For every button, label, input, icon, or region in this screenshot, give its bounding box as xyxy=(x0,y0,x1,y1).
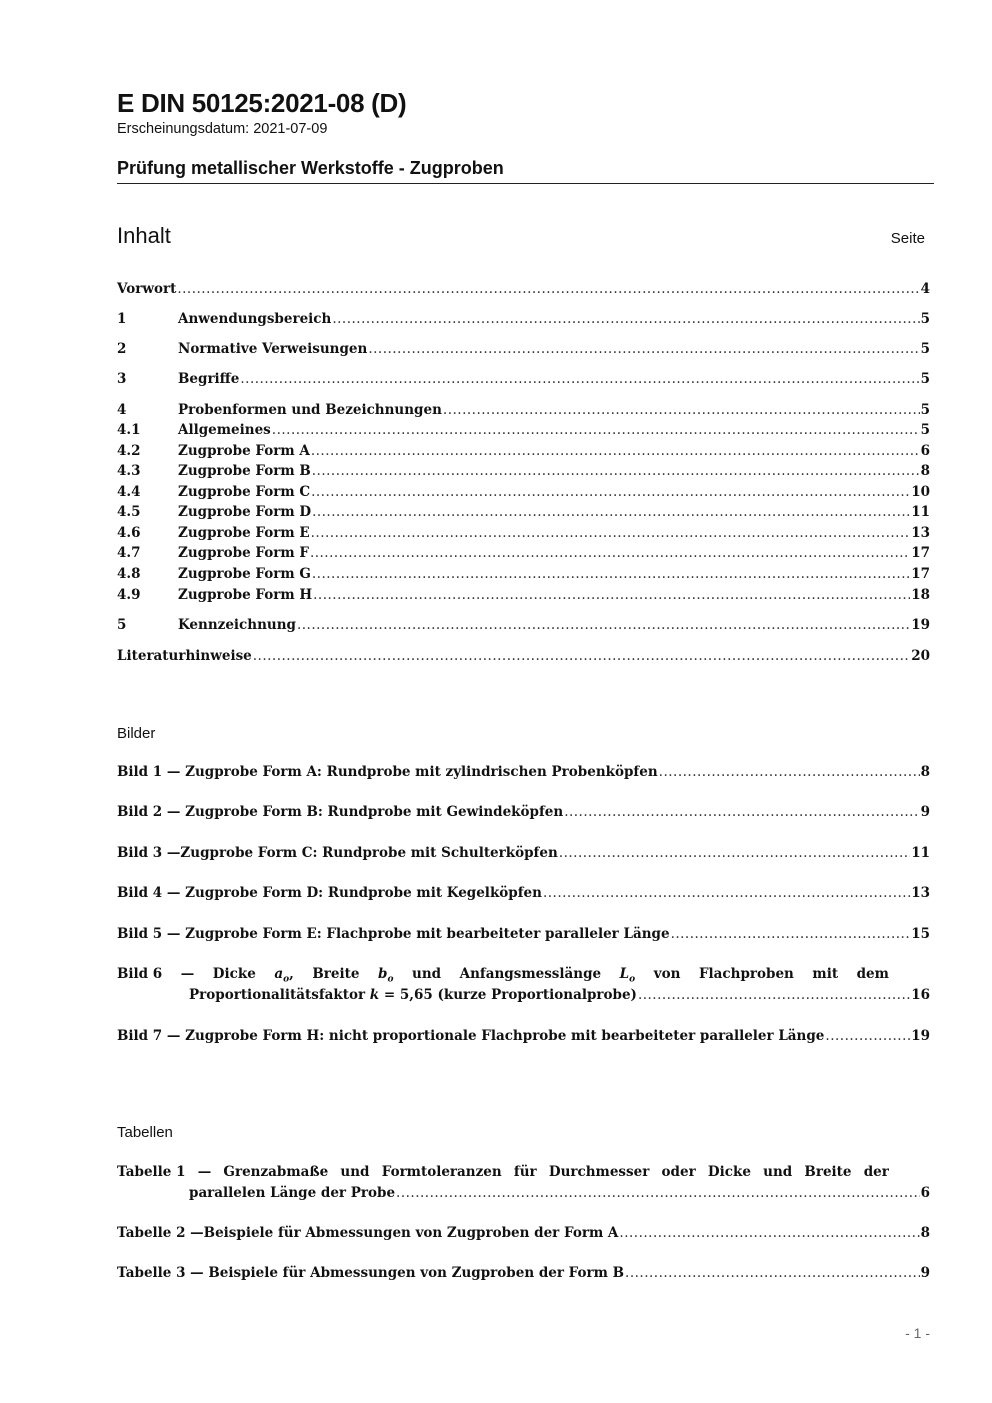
toc-entry-literaturhinweise[interactable]: Literaturhinweise ..... 20 xyxy=(117,648,930,668)
toc-entry-3[interactable]: 3 Begriffe ..... 5 xyxy=(117,371,930,391)
table-entry-1[interactable] xyxy=(117,1164,930,1205)
table-entry-3[interactable]: Tabelle 3 — Beispiele für Abmessungen von Zugproben der Form B ..... 9 xyxy=(117,1265,930,1285)
figure-entry-5[interactable]: Bild 5 — Zugprobe Form E: Flachprobe mit bearbeiteter paralleler Länge ..... 15 xyxy=(117,926,930,946)
toc-entry-4-7[interactable]: 4.7 Zugprobe Form F ..... 17 xyxy=(117,545,930,565)
toc-entry-4-9[interactable]: 4.9 Zugprobe Form H ..... 18 xyxy=(117,587,930,607)
toc-entry-5[interactable]: 5 Kennzeichnung ..... 19 xyxy=(117,617,930,637)
footer-page-number: - 1 - xyxy=(905,1325,930,1341)
document-title: Prüfung metallischer Werkstoffe - Zugproben xyxy=(117,158,504,178)
toc-entry-4[interactable]: 4 Probenformen und Bezeichnungen ..... 5 xyxy=(117,402,930,422)
toc-entry-2[interactable]: 2 Normative Verweisungen ..... 5 xyxy=(117,341,930,361)
figure-entry-3[interactable]: Bild 3 —Zugprobe Form C: Rundprobe mit Schulterköpfen ..... 11 xyxy=(117,845,930,865)
toc-entry-4-1[interactable]: 4.1 Allgemeines ..... 5 xyxy=(117,422,930,442)
publication-date: Erscheinungsdatum: 2021-07-09 xyxy=(117,121,328,137)
figure-entry-6-line-2: Proportionalitätsfaktor k = 5,65 (kurze Proportionalprobe) ..... 16 xyxy=(117,987,930,1007)
toc-entry-4-8[interactable]: 4.8 Zugprobe Form G ..... 17 xyxy=(117,566,930,586)
figure-entry-6-line-1: Bild 6 — Dicke $a_o$, Breite $b_o$ und Anfangsmesslänge $L_o$ von Flachproben mit dem xyxy=(117,966,889,985)
table-entry-1-line-1: Tabelle 1 — Grenzabmaße und Formtoleranzen für Durchmesser oder Dicke und Breite der xyxy=(117,1164,889,1180)
figures-heading: Bilder xyxy=(117,725,156,742)
toc-entry-4-3[interactable]: 4.3 Zugprobe Form B ..... 8 xyxy=(117,463,930,483)
figure-entry-7[interactable]: Bild 7 — Zugprobe Form H: nicht proportionale Flachprobe mit bearbeiteter paralleler Länge ..... 19 xyxy=(117,1028,930,1048)
toc-entry-1[interactable]: 1 Anwendungsbereich ..... 5 xyxy=(117,311,930,331)
toc-entry-4-6[interactable]: 4.6 Zugprobe Form E ..... 13 xyxy=(117,525,930,545)
table-entry-2[interactable]: Tabelle 2 —Beispiele für Abmessungen von Zugproben der Form A ..... 8 xyxy=(117,1225,930,1245)
figure-entry-4[interactable]: Bild 4 — Zugprobe Form D: Rundprobe mit Kegelköpfen ..... 13 xyxy=(117,885,930,905)
toc-entry-vorwort[interactable]: Vorwort ..... 4 xyxy=(117,281,930,301)
toc-entry-4-4[interactable]: 4.4 Zugprobe Form C ..... 10 xyxy=(117,484,930,504)
toc-entry-4-2[interactable]: 4.2 Zugprobe Form A ..... 6 xyxy=(117,443,930,463)
toc-entry-4-5[interactable]: 4.5 Zugprobe Form D ..... 11 xyxy=(117,504,930,524)
figure-entry-2[interactable]: Bild 2 — Zugprobe Form B: Rundprobe mit Gewindeköpfen ..... 9 xyxy=(117,804,930,824)
header-divider xyxy=(117,183,934,184)
tables-heading: Tabellen xyxy=(117,1124,173,1141)
figure-entry-6[interactable] xyxy=(117,966,930,1007)
table-entry-1-line-2: parallelen Länge der Probe ..... 6 xyxy=(117,1185,930,1205)
page-column-label: Seite xyxy=(890,230,925,247)
toc-heading: Inhalt xyxy=(117,223,171,248)
document-id: E DIN 50125:2021-08 (D) xyxy=(117,88,407,118)
figure-entry-1[interactable]: Bild 1 — Zugprobe Form A: Rundprobe mit zylindrischen Probenköpfen ..... 8 xyxy=(117,764,930,784)
